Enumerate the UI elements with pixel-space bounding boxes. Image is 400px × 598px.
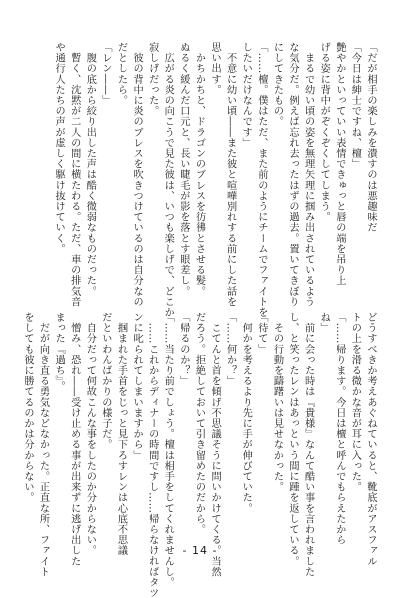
text-line: や通行人たちの声が虚しく駆け抜けていく。: [53, 42, 65, 254]
text-line: 「待て」: [255, 312, 267, 355]
text-line: まるで幼い頃の姿を無理矢理に掴み出されているよう: [302, 42, 314, 307]
text-line: 思い出す。: [209, 42, 221, 95]
text-line: ね」: [318, 312, 330, 334]
text-line: 「……当たり前でしょう。檀は相手をしてくれませんし。: [162, 312, 174, 588]
text-line: だが向き直る勇気などなかった。正直な所、ファイト: [37, 312, 49, 577]
text-line: 「……檀。僕はただ、また前のようにチームでファイトを: [255, 42, 267, 318]
text-line: 「だが相手の楽しみを潰すのは悪趣味だ: [365, 42, 376, 233]
text-line: 自分だって何故こんな事をしたのか分からない。: [84, 312, 96, 556]
text-line: げる姿に背中がぞくぞくしてしまう。: [318, 42, 330, 223]
text-line: 「レン――」: [99, 42, 111, 106]
text-line: な気分だ。例えば忘れ去ったはずの過去。置いてきぼり: [287, 42, 299, 307]
text-line: 「……帰ります。今日は檀と呼んでもらえたから: [333, 312, 345, 546]
text-line: だろう。拒絶しておいて引き留めたのだから。: [193, 312, 205, 535]
text-line: 艶やかといっていい表情できゅっと唇の端を吊り上: [333, 42, 345, 286]
text-line: 「帰るのか？」: [177, 312, 189, 387]
page-number: - 14 -: [182, 544, 218, 557]
text-line: 広がる炎の向こうで見た彼は、いつも楽しげで、どこか: [162, 42, 174, 318]
text-line: をしても彼に勝てるのかは分からない。: [21, 312, 33, 503]
text-line: ンに叱られてしまいますから」: [131, 312, 143, 461]
text-line: トの上を滑る微かな音が耳に入った。: [349, 312, 361, 493]
bottom-text-block: [19, 312, 378, 598]
text-line: こてんと首を傾げ不思議そうに問いかけてくる。当然: [209, 312, 221, 577]
text-line: 「今日は紳士ですね、檀」: [349, 42, 361, 170]
text-line: にしてきたもの。: [271, 42, 283, 127]
text-line: 暫く、沈黙が二人の間に横たわる。ただ、車の排気音: [68, 42, 80, 307]
text-line: 寂しげだった。: [146, 42, 158, 117]
text-line: 何かを考えるより先に手が伸びていた。: [240, 312, 252, 514]
text-line: し、と笑ったレンはあっという間に踵を返している。: [287, 312, 299, 567]
text-line: 掴まれた手首をじっと見下ろすレンは心底不思議: [115, 312, 127, 556]
text-line: 腹の底から絞り出した声は酷く微弱なものだった。: [84, 42, 96, 297]
text-line: だといわんばかりの様子だ。: [99, 312, 111, 450]
text-line: だとしたら。: [115, 42, 127, 106]
text-line: ……これからディナーの時間ですし……帰らなければタツ: [146, 312, 158, 598]
text-line: その行動を躊躇いは見せなかった。: [271, 312, 283, 493]
text-line: 前に会った時は『貴様』なんて酷い事を言われました: [302, 312, 314, 577]
text-line: まった『過ち』。: [53, 312, 65, 392]
text-line: どうすべきか考えあぐねていると、靴底がアスファル: [365, 312, 376, 567]
text-line: 「……何か？」: [224, 312, 236, 387]
text-line: かちかちと、ドラゴンのブレスを彷彿とさせる髪。: [193, 42, 205, 297]
text-line: 不意に幼い頃――また彼と喧嘩別れする前にした話を: [224, 42, 236, 307]
text-line: ぬるく緩んだ口元と、長い睫毛が影を落とす眼差し。: [177, 42, 189, 297]
text-line: したいだけなんです」: [240, 42, 252, 148]
top-text-block: [51, 42, 378, 318]
text-line: 憎み、恐れ――受け止める事が出来ずに逃げ出した: [68, 312, 80, 567]
text-line: 彼の背中に炎のブレスを吹きつけているのは自分なの: [131, 42, 143, 307]
